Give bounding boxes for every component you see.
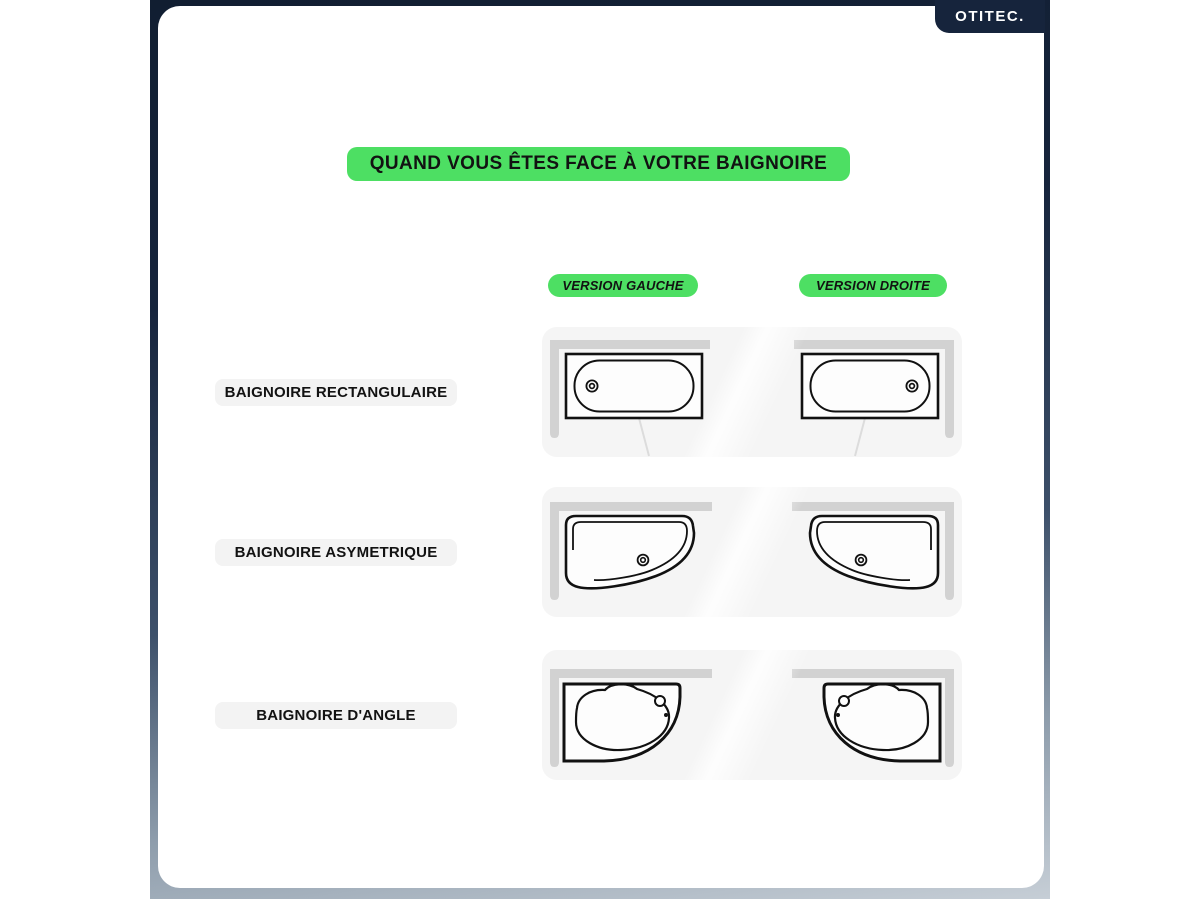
diagram-panel-corner bbox=[542, 650, 962, 780]
jet-dot bbox=[836, 713, 840, 717]
content-card bbox=[158, 6, 1044, 888]
page-title: QUAND VOUS ÊTES FACE À VOTRE BAIGNOIRE bbox=[347, 147, 850, 181]
column-header-left: VERSION GAUCHE bbox=[548, 274, 698, 297]
diagram-panel-rectangular bbox=[542, 327, 962, 457]
bathtub-corner-left-diagram bbox=[546, 650, 716, 780]
row-label-rectangular: BAIGNOIRE RECTANGULAIRE bbox=[215, 379, 457, 406]
brand-badge bbox=[935, 0, 1045, 33]
drain-icon bbox=[839, 696, 849, 706]
bathtub-rectangular-right-diagram bbox=[788, 327, 958, 457]
bathtub-corner-right-diagram bbox=[788, 650, 958, 780]
bathtub-rectangular-left-diagram bbox=[546, 327, 716, 457]
bathtub-outline bbox=[566, 516, 694, 588]
bathtub-asymmetric-right-diagram bbox=[788, 487, 958, 617]
drain-icon bbox=[638, 555, 649, 566]
column-header-right: VERSION DROITE bbox=[799, 274, 947, 297]
row-label-asymmetric: BAIGNOIRE ASYMETRIQUE bbox=[215, 539, 457, 566]
bathtub-outline bbox=[810, 516, 938, 588]
diagram-panel-asymmetric bbox=[542, 487, 962, 617]
drain-icon bbox=[655, 696, 665, 706]
reflection-line bbox=[855, 418, 865, 456]
bathtub-asymmetric-top-view-icon bbox=[546, 487, 716, 617]
jet-dot bbox=[664, 713, 668, 717]
bathtub-corner-top-view-icon bbox=[546, 650, 716, 780]
poster-frame bbox=[150, 0, 1050, 899]
bathtub-rectangular-top-view-icon bbox=[546, 327, 716, 457]
row-label-corner: BAIGNOIRE D'ANGLE bbox=[215, 702, 457, 729]
bathtub-asymmetric-left-diagram bbox=[546, 487, 716, 617]
brand-logo: OTITEC. bbox=[955, 8, 1025, 25]
drain-icon bbox=[586, 380, 597, 391]
drain-icon bbox=[906, 380, 917, 391]
drain-icon bbox=[856, 555, 867, 566]
bathtub-rectangular-top-view-icon bbox=[788, 327, 958, 457]
bathtub-corner-top-view-icon bbox=[788, 650, 958, 780]
bathtub-asymmetric-top-view-icon bbox=[788, 487, 958, 617]
reflection-line bbox=[639, 418, 649, 456]
